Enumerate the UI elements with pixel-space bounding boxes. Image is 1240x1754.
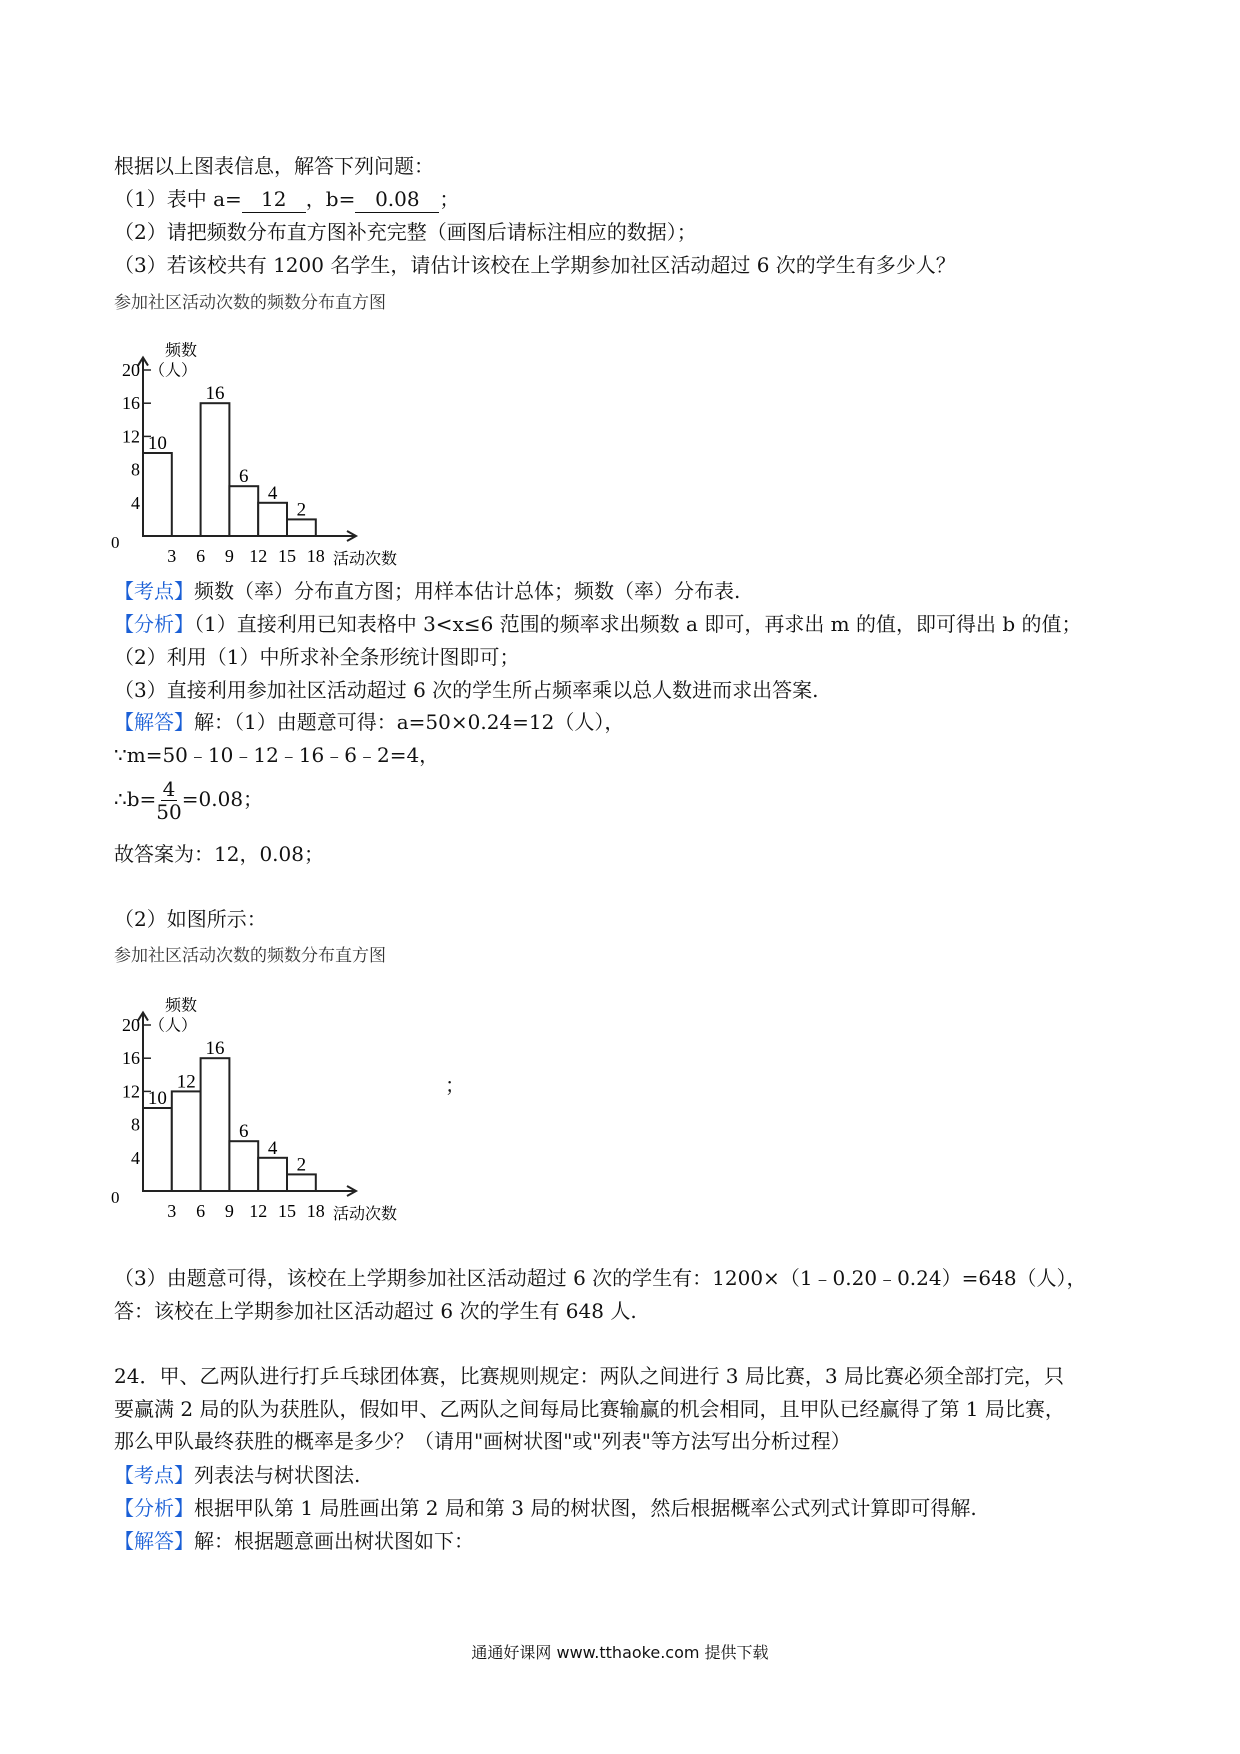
y-tick-label: 20 bbox=[122, 1015, 140, 1035]
answer-line-1: 故答案为：12，0.08； bbox=[114, 842, 324, 866]
kaodian-1 bbox=[114, 578, 740, 604]
answer-a: 12 bbox=[242, 186, 306, 213]
bar-value-label: 6 bbox=[239, 466, 249, 488]
kaodian-2 bbox=[114, 1462, 360, 1488]
chart2-title: 参加社区活动次数的频数分布直方图 bbox=[114, 946, 386, 966]
therefore-suffix: =0.08； bbox=[181, 787, 264, 811]
y-axis-label: 频数 bbox=[165, 997, 198, 1015]
x-tick-label: 18 bbox=[306, 546, 325, 566]
fenxi-text: （1）直接利用已知表格中 3<x≤6 范围的频率求出频数 a 即可，再求出 m 的值，即可得出 b 的值； bbox=[194, 612, 1082, 636]
jieda-1 bbox=[114, 709, 624, 735]
question-24-line-2: 要赢满 2 局的队为获胜队，假如甲、乙两队之间每局比赛输赢的机会相同，且甲队已经赢得了第 1 局比赛， bbox=[114, 1397, 1065, 1421]
x-tick-label: 3 bbox=[167, 546, 177, 566]
semicolon: ； bbox=[445, 1073, 465, 1097]
histogram-bar bbox=[258, 503, 287, 536]
x-tick-label: 9 bbox=[224, 546, 234, 566]
jieda-text: 解：根据题意画出树状图如下： bbox=[194, 1529, 474, 1553]
y-tick-label: 4 bbox=[131, 1147, 140, 1168]
intro-text: 根据以上图表信息，解答下列问题： bbox=[114, 154, 434, 178]
fenxi-tag: 【分析】 bbox=[114, 612, 194, 636]
x-tick-label: 12 bbox=[249, 546, 268, 566]
question-24-line-1: 24．甲、乙两队进行打乒乓球团体赛，比赛规则规定：两队之间进行 3 局比赛，3 局比赛必须全部打完，只 bbox=[114, 1364, 1064, 1388]
y-tick-label: 20 bbox=[122, 360, 140, 380]
y-tick-label: 12 bbox=[122, 1081, 140, 1102]
question-3: （3）若该校共有 1200 名学生，请估计该校在上学期参加社区活动超过 6 次的学生有多少人？ bbox=[114, 253, 956, 277]
bar-value-label: 4 bbox=[267, 1137, 278, 1159]
histogram-bar bbox=[229, 1141, 258, 1191]
part3-line: （3）由题意可得，该校在上学期参加社区活动超过 6 次的学生有：1200×（1﹣0.20﹣0.24）=648（人）， bbox=[114, 1266, 1087, 1290]
kaodian-text: 频数（率）分布直方图；用样本估计总体；频数（率）分布表. bbox=[194, 579, 741, 603]
q1-prefix: （1）表中 a= bbox=[114, 187, 242, 211]
jieda-tag: 【解答】 bbox=[114, 710, 194, 734]
x-axis-label: 活动次数 bbox=[333, 1206, 398, 1223]
x-tick-label: 6 bbox=[196, 1201, 206, 1221]
q1-mid: ，b= bbox=[305, 187, 356, 211]
bar-value-label: 16 bbox=[205, 1038, 225, 1060]
kaodian-text: 列表法与树状图法. bbox=[194, 1463, 361, 1487]
histogram-bar bbox=[287, 1174, 316, 1191]
question-24-line-3: 那么甲队最终获胜的概率是多少？（请用"画树状图"或"列表"等方法写出分析过程） bbox=[114, 1429, 851, 1453]
bar-value-label: 2 bbox=[296, 499, 307, 521]
histogram-bar bbox=[201, 403, 230, 536]
fenxi-1b: （2）利用（1）中所求补全条形统计图即可； bbox=[114, 645, 520, 669]
therefore-line bbox=[114, 778, 263, 823]
fenxi-text: 根据甲队第 1 局胜画出第 2 局和第 3 局的树状图，然后根据概率公式列式计算即可得解. bbox=[194, 1496, 977, 1520]
y-axis-label: 频数 bbox=[165, 342, 198, 360]
histogram-bar bbox=[287, 519, 316, 536]
fenxi-2 bbox=[114, 1495, 977, 1521]
y-tick-label: 8 bbox=[131, 459, 140, 480]
histogram-bar bbox=[201, 1058, 230, 1191]
part3-answer: 答：该校在上学期参加社区活动超过 6 次的学生有 648 人. bbox=[114, 1299, 637, 1323]
histogram-bar bbox=[143, 453, 172, 536]
y-tick-label: 16 bbox=[122, 1048, 140, 1069]
chart1-title: 参加社区活动次数的频数分布直方图 bbox=[114, 293, 386, 313]
fraction bbox=[156, 778, 181, 823]
fraction-numerator: 4 bbox=[162, 777, 176, 801]
fenxi-1 bbox=[114, 611, 1082, 637]
x-tick-label: 18 bbox=[306, 1201, 325, 1221]
bar-value-label: 10 bbox=[147, 1088, 167, 1109]
origin-label: 0 bbox=[111, 533, 120, 552]
histogram-bar bbox=[229, 486, 258, 536]
footer-text: 通通好课网 www.tthaoke.com 提供下载 bbox=[471, 1643, 769, 1662]
x-axis-label: 活动次数 bbox=[333, 551, 398, 568]
fenxi-1c: （3）直接利用参加社区活动超过 6 次的学生所占频率乘以总人数进而求出答案. bbox=[114, 678, 819, 702]
bar-value-label: 4 bbox=[267, 482, 278, 504]
bar-value-label: 2 bbox=[296, 1154, 307, 1176]
x-tick-label: 15 bbox=[278, 546, 296, 566]
jieda-text: 解：（1）由题意可得：a=50×0.24=12（人）， bbox=[194, 710, 625, 734]
bar-value-label: 16 bbox=[205, 383, 225, 405]
x-tick-label: 6 bbox=[196, 546, 206, 566]
part2-line: （2）如图所示： bbox=[114, 907, 267, 931]
histogram-bar bbox=[143, 1108, 172, 1191]
bar-value-label: 12 bbox=[176, 1071, 196, 1093]
x-tick-label: 9 bbox=[224, 1201, 234, 1221]
jieda-2 bbox=[114, 1528, 474, 1554]
histogram-bar bbox=[258, 1158, 287, 1191]
y-tick-label: 16 bbox=[122, 393, 140, 414]
question-1 bbox=[114, 186, 459, 213]
y-tick-label: 4 bbox=[131, 492, 140, 513]
kaodian-tag: 【考点】 bbox=[114, 579, 194, 603]
y-axis-unit: （人） bbox=[149, 362, 198, 380]
x-tick-label: 15 bbox=[278, 1201, 296, 1221]
since-line: ∵m=50﹣10﹣12﹣16﹣6﹣2=4， bbox=[114, 743, 440, 767]
therefore-prefix: ∴b= bbox=[114, 787, 157, 811]
question-2: （2）请把频数分布直方图补充完整（画图后请标注相应的数据）； bbox=[114, 220, 697, 244]
histogram-1 bbox=[100, 315, 460, 575]
answer-b: 0.08 bbox=[355, 186, 439, 213]
kaodian-tag: 【考点】 bbox=[114, 1463, 194, 1487]
q1-suffix: ； bbox=[439, 187, 460, 211]
jieda-tag: 【解答】 bbox=[114, 1529, 194, 1553]
fenxi-tag: 【分析】 bbox=[114, 1496, 194, 1520]
bar-value-label: 10 bbox=[147, 433, 167, 454]
origin-label: 0 bbox=[111, 1188, 120, 1207]
x-tick-label: 3 bbox=[167, 1201, 177, 1221]
x-tick-label: 12 bbox=[249, 1201, 268, 1221]
y-tick-label: 8 bbox=[131, 1114, 140, 1135]
histogram-2 bbox=[100, 970, 460, 1230]
y-axis-unit: （人） bbox=[149, 1017, 198, 1035]
bar-value-label: 6 bbox=[239, 1121, 249, 1143]
y-tick-label: 12 bbox=[122, 426, 140, 447]
histogram-bar bbox=[172, 1091, 201, 1191]
fraction-denominator: 50 bbox=[156, 800, 182, 824]
